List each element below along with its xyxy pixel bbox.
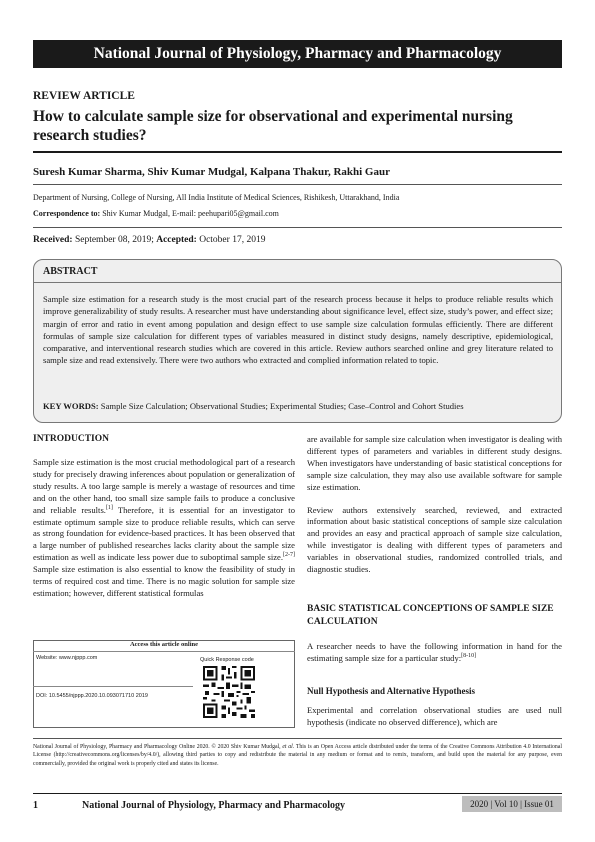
- issue-badge: 2020 | Vol 10 | Issue 01: [462, 796, 562, 812]
- access-divider: [33, 686, 193, 687]
- correspondence-divider: [33, 227, 562, 228]
- article-dates: [33, 235, 265, 245]
- null-hypothesis-heading: Null Hypothesis and Alternative Hypothesis: [307, 686, 476, 696]
- footnote-divider: [33, 738, 562, 739]
- keywords-label: KEY WORDS:: [43, 401, 99, 411]
- website-link[interactable]: Website: www.njppp.com: [36, 655, 98, 661]
- accepted-date: October 17, 2019: [199, 235, 266, 245]
- correspondence-text[interactable]: Shiv Kumar Mudgal, E-mail: peehupari05@gmail.com: [102, 209, 279, 218]
- abstract-heading: ABSTRACT: [43, 266, 98, 277]
- section-label: REVIEW ARTICLE: [33, 90, 135, 102]
- intro-paragraph: Sample size estimation is the most crucial methodological part of a research study for precisely drawing inferences about population or generalization of study results. A too large sample is merely a wastage of resources and time and on the other hand, too small size sample fails to produce a conclusive and reliable results.[1] Therefore, it is essential for an investigator to estimate optimum sample size to produce reliable results, which can serve as strong foundation for evidence-based practices. It has been observed that a large number of published researches lacks clarity about the sample size estimation as well as indicate less power due to suboptimal sample size.[2-7] Sample size estimation is also essential to know the feasibility of study in terms of required cost and time. There is no magic solution for sample size estimation; however, different statistical formulas: [33, 457, 295, 598]
- author-list: Suresh Kumar Sharma, Shiv Kumar Mudgal, Kalpana Thakur, Rakhi Gaur: [33, 166, 390, 178]
- footer-divider: [33, 793, 562, 794]
- received-date: September 08, 2019;: [74, 235, 154, 245]
- abstract-divider: [34, 282, 561, 283]
- abstract-text: Sample size estimation for a research study is the most crucial part of the research process because it helps to produce reliable results which improve generalizability of study results. A researcher must have understanding about significance level, effect size, study’s power, and effect size; margin of error and ratio in event among population and design effect to use sample size calculation formulas efficiently. There are different formulas of sample size calculation for different types of variables measured in distinct study designs, namely descriptive, epidemiological, comparative, and interventional research studies which are covered in this article. Review authors searched online and grey literature related to sample size and read extensively. There were two authors who extracted and complied information related to topic.: [43, 294, 553, 366]
- license-footnote: National Journal of Physiology, Pharmacy and Pharmacology Online 2020. © 2020 Shiv Kumar Mudgal, et al. This is an Open Access article distributed under the terms of the Creative Commons Attribution 4.0 International License (http://creativecommons.org/licenses/by/4.0/), allowing third parties to copy and redistribute the material in any medium or format and to remix, transform, and build upon the material for any purpose, even commercially, provided the original work is properly cited and states its license.: [33, 744, 562, 767]
- basic-concepts-heading: BASIC STATISTICAL CONCEPTIONS OF SAMPLE SIZE CALCULATION: [307, 604, 554, 627]
- access-online-box: [33, 640, 295, 728]
- access-divider: [33, 651, 295, 652]
- access-title: Access this article online: [129, 641, 199, 648]
- accepted-label: Accepted:: [156, 235, 197, 245]
- citation[interactable]: [2-7]: [283, 552, 295, 559]
- qr-code-icon[interactable]: [203, 666, 255, 718]
- doi-link[interactable]: DOI: 10.5455/njppp.2020.10.093071710 2019: [36, 693, 148, 699]
- article-title: How to calculate sample size for observational and experimental nursing research studies?: [33, 108, 513, 144]
- correspondence-label: Correspondence to:: [33, 209, 101, 218]
- left-column: [33, 457, 295, 611]
- title-divider: [33, 151, 562, 153]
- body-paragraph: are available for sample size calculation when investigator is dealing with different types of parameters and variables in different study designs. When investigators have understanding of basic statistical conceptions for sample size calculation, they may also use available software for sample size estimation.: [307, 434, 562, 492]
- introduction-heading: INTRODUCTION: [33, 434, 110, 444]
- basic-paragraph: A researcher needs to have the following information in hand for the estimating sample size for a particular study:[8-10]: [307, 641, 562, 663]
- received-label: Received:: [33, 235, 73, 245]
- correspondence: [33, 209, 279, 218]
- right-column: [307, 434, 562, 587]
- citation[interactable]: [1]: [105, 504, 113, 511]
- journal-banner: National Journal of Physiology, Pharmacy and Pharmacology: [33, 40, 562, 68]
- page-number: 1: [33, 800, 38, 811]
- affiliation: Department of Nursing, College of Nursing, All India Institute of Medical Sciences, Rishikesh, Uttarakhand, India: [33, 193, 400, 202]
- footer-journal: National Journal of Physiology, Pharmacy and Pharmacology: [82, 800, 346, 811]
- qr-label: Quick Response code: [200, 657, 254, 663]
- author-divider: [33, 184, 562, 185]
- keywords: [43, 401, 558, 411]
- body-paragraph: Review authors extensively searched, reviewed, and extracted information about basic statistical conceptions of sample size calculation and provides an easy and practical approach of sample size calculation, while investigator is dealing with different types of parameters and variables in observational studies, randomized controlled trials, and diagnostic studies.: [307, 504, 562, 575]
- keywords-text: Sample Size Calculation; Observational Studies; Experimental Studies; Case–Control and Cohort Studies: [100, 401, 464, 411]
- citation[interactable]: [8-10]: [461, 653, 477, 660]
- null-paragraph: Experimental and correlation observational studies are used null hypothesis (indicate no observed difference), which are: [307, 705, 562, 727]
